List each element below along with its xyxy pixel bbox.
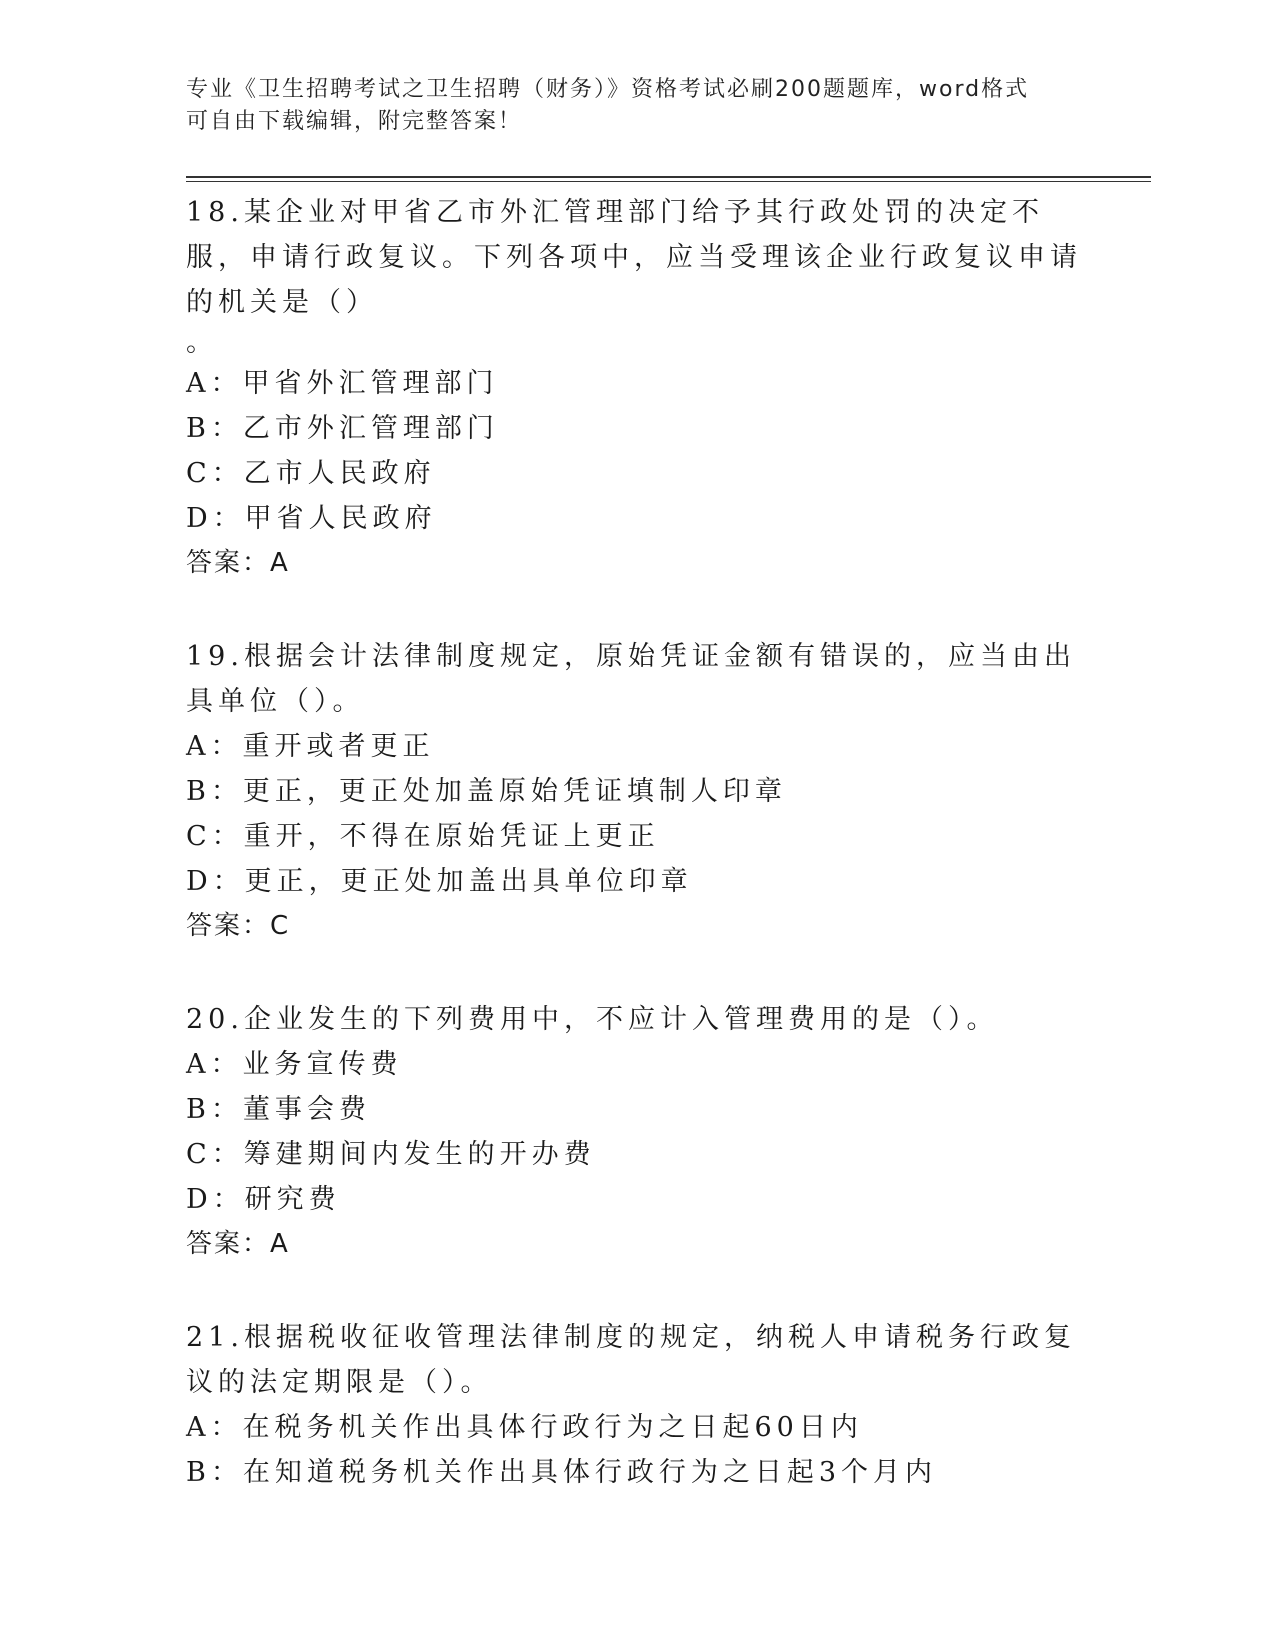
header-line-2: 可自由下载编辑，附完整答案！ [186,109,523,134]
option-c: C：重开，不得在原始凭证上更正 [186,821,660,852]
option-c: C：筹建期间内发生的开办费 [186,1139,596,1170]
question-text-tail: 。 [186,327,218,358]
option-a: A：在税务机关作出具体行政行为之日起60日内 [186,1412,863,1443]
question-text: 21.根据税收征收管理法律制度的规定，纳税人申请税务行政复议的法定期限是（）。 [186,1322,1076,1398]
question-21 [186,1315,1086,1495]
question-list [186,190,1086,1495]
question-18 [186,190,1086,586]
option-d: D：更正，更正处加盖出具单位印章 [186,866,693,897]
option-a: A：业务宣传费 [186,1049,403,1080]
option-d: D：甲省人民政府 [186,503,437,534]
document-header [186,74,1086,138]
option-d: D：研究费 [186,1184,341,1215]
question-text: 18.某企业对甲省乙市外汇管理部门给予其行政处罚的决定不服，申请行政复议。下列各项中，应当受理该企业行政复议申请的机关是（） [186,197,1082,318]
header-divider-thick [186,176,1151,178]
question-text: 19.根据会计法律制度规定，原始凭证金额有错误的，应当由出具单位（）。 [186,641,1076,717]
question-text: 20.企业发生的下列费用中，不应计入管理费用的是（）。 [186,1004,999,1035]
option-b: B：更正，更正处加盖原始凭证填制人印章 [186,776,787,807]
option-b: B：在知道税务机关作出具体行政行为之日起3个月内 [186,1457,938,1488]
answer-line: 答案：A [186,1229,290,1259]
header-divider-thin [186,181,1151,182]
option-a: A：重开或者更正 [186,731,435,762]
header-line-1: 专业《卫生招聘考试之卫生招聘（财务）》资格考试必刷200题题库，word格式 [186,77,1030,102]
option-b: B：董事会费 [186,1094,371,1125]
question-19 [186,634,1086,949]
answer-line: 答案：A [186,548,290,578]
question-20 [186,997,1086,1267]
option-b: B：乙市外汇管理部门 [186,413,499,444]
answer-line: 答案：C [186,911,291,941]
option-c: C：乙市人民政府 [186,458,436,489]
option-a: A：甲省外汇管理部门 [186,368,499,399]
